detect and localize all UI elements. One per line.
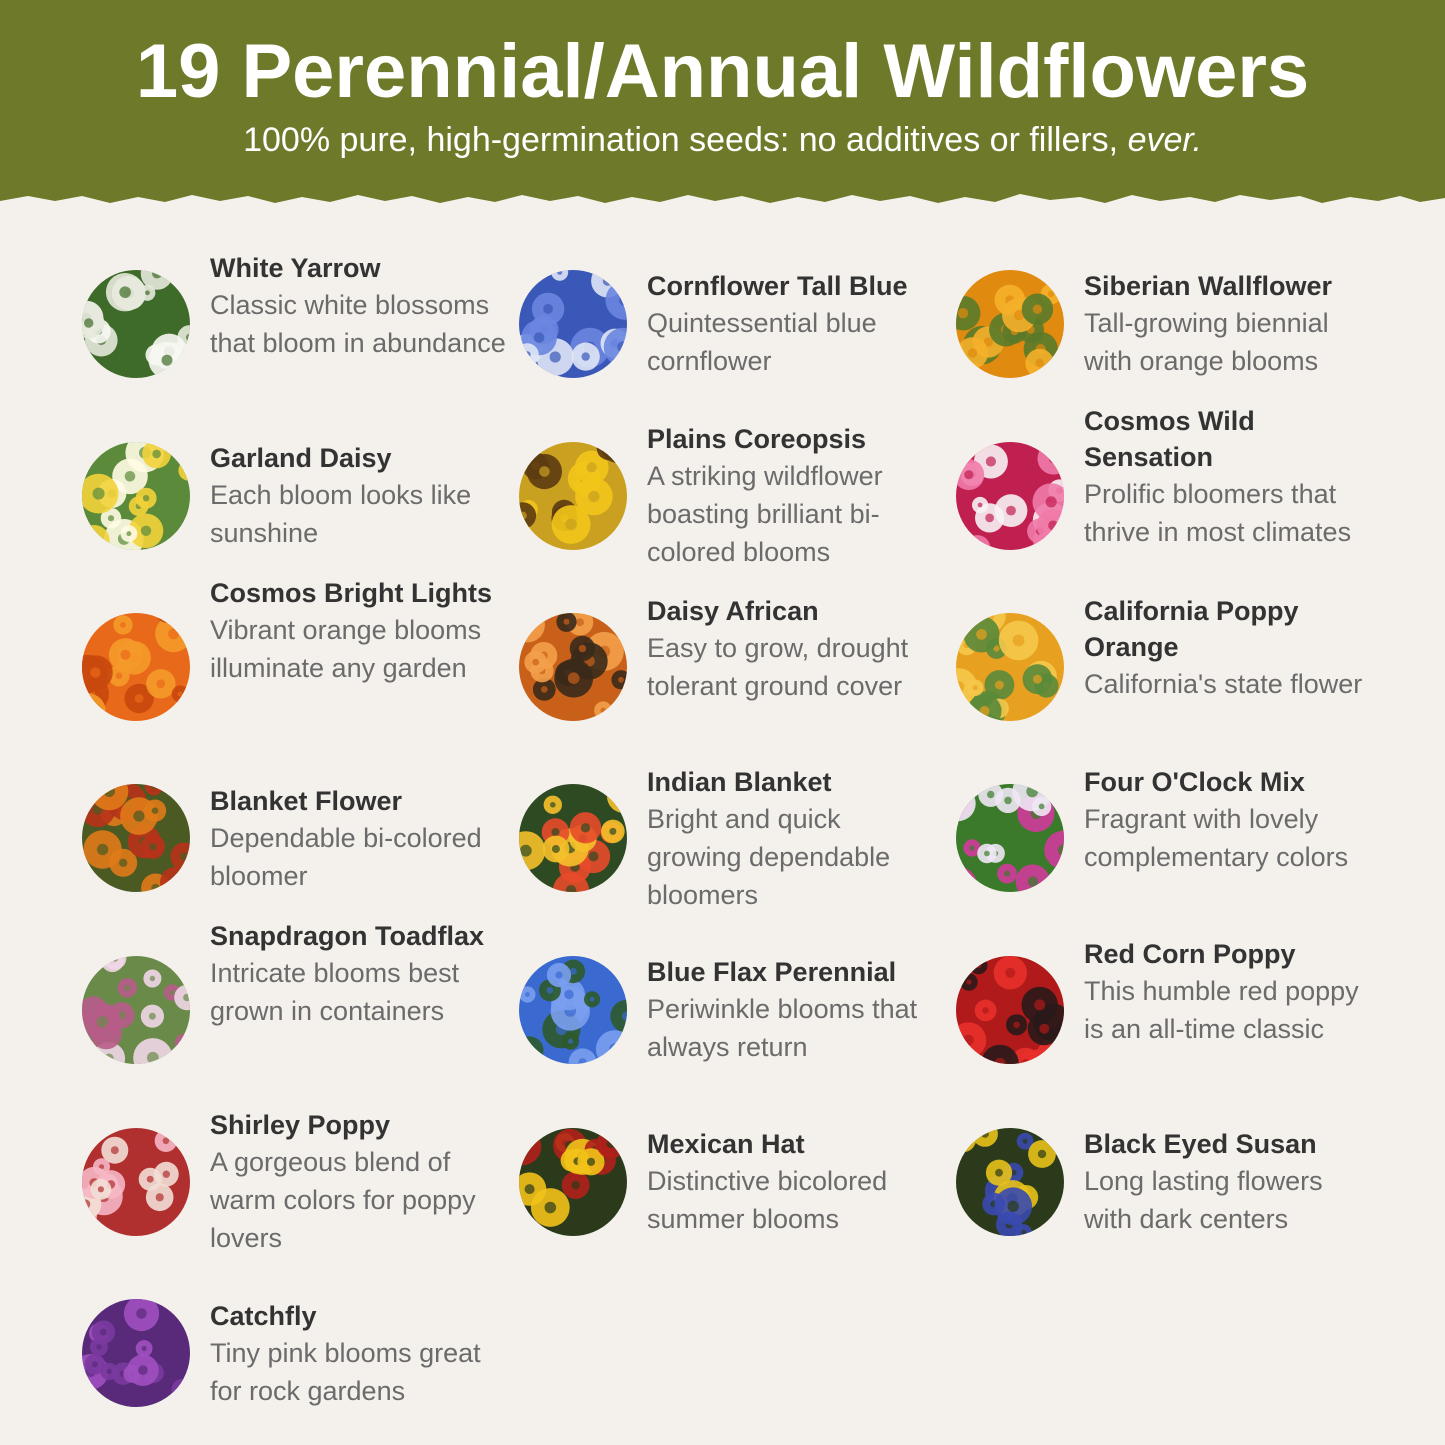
flower-description: Vibrant orange blooms illuminate any garden: [210, 615, 482, 683]
flower-description: Long lasting flowers with dark centers: [1084, 1166, 1323, 1234]
flower-description: Dependable bi-colored bloomer: [210, 823, 482, 891]
page-title: 19 Perennial/Annual Wildflowers: [135, 29, 1310, 114]
shirley-poppy-flower-photo: [82, 1128, 190, 1236]
siberian-wallflower-photo: [956, 270, 1064, 378]
flower-description: Intricate blooms best grown in containers: [210, 958, 460, 1026]
catchfly-flower-photo: [82, 1299, 190, 1407]
flower-text: [1084, 593, 1374, 703]
flower-text: [210, 440, 510, 552]
flower-description: Easy to grow, drought tolerant ground cover: [647, 633, 909, 701]
garland-daisy-flower-photo: [82, 442, 190, 550]
flower-description: This humble red poppy is an all-time classic: [1084, 976, 1359, 1044]
flower-text: [210, 1298, 510, 1410]
flower-text: [647, 421, 937, 571]
subtitle-emphasis: ever.: [1127, 121, 1202, 159]
flower-description: Tall-growing biennial with orange blooms: [1084, 308, 1329, 376]
flower-description: Bright and quick growing dependable bloomers: [647, 804, 891, 910]
flower-text: [1084, 403, 1374, 551]
flower-name: Cosmos Bright Lights: [210, 578, 492, 608]
african-daisy-flower-photo: [519, 613, 627, 721]
subtitle-text: 100% pure, high-germination seeds: no additives or fillers,: [243, 121, 1128, 159]
flower-description: Each bloom looks like sunshine: [210, 480, 472, 548]
flower-text: [210, 918, 510, 1030]
flower-name: California Poppy Orange: [1084, 596, 1299, 662]
cosmos-bright-lights-flower-photo: [82, 613, 190, 721]
flower-text: [210, 575, 510, 687]
flower-description: Classic white blossoms that bloom in abundance: [210, 290, 506, 358]
flower-name: Siberian Wallflower: [1084, 271, 1333, 301]
flower-text: [647, 268, 937, 380]
red-corn-poppy-flower-photo: [956, 956, 1064, 1064]
flower-description: A striking wildflower boasting brilliant bi-colored blooms: [647, 461, 883, 567]
flower-description: Distinctive bicolored summer blooms: [647, 1166, 888, 1234]
flower-name: Cosmos Wild Sensation: [1084, 406, 1255, 472]
flower-description: Tiny pink blooms great for rock gardens: [210, 1338, 481, 1406]
flower-text: [647, 593, 937, 705]
flower-text: [1084, 268, 1374, 380]
flower-description: Quintessential blue cornflower: [647, 308, 877, 376]
indian-blanket-flower-photo: [519, 784, 627, 892]
flower-name: Garland Daisy: [210, 443, 392, 473]
flower-name: Indian Blanket: [647, 767, 832, 797]
flower-name: Black Eyed Susan: [1084, 1129, 1317, 1159]
flower-text: [210, 250, 510, 362]
flower-text: [647, 1126, 937, 1238]
flower-name: Blanket Flower: [210, 786, 403, 816]
california-poppy-flower-photo: [956, 613, 1064, 721]
plains-coreopsis-flower-photo: [519, 442, 627, 550]
flower-name: Mexican Hat: [647, 1129, 805, 1159]
flower-text: [1084, 1126, 1374, 1238]
flower-text: [210, 783, 510, 895]
white-yarrow-flower-photo: [82, 270, 190, 378]
blanket-flower-photo: [82, 784, 190, 892]
flower-name: Cornflower Tall Blue: [647, 271, 908, 301]
flower-text: [1084, 936, 1374, 1048]
flower-text: [210, 1107, 510, 1257]
flower-name: Plains Coreopsis: [647, 424, 867, 454]
flower-name: Shirley Poppy: [210, 1110, 391, 1140]
cosmos-wild-sensation-flower-photo: [956, 442, 1064, 550]
flower-name: Catchfly: [210, 1301, 317, 1331]
black-eyed-susan-flower-photo: [956, 1128, 1064, 1236]
page-subtitle: [0, 118, 1445, 162]
flower-text: [647, 954, 937, 1066]
cornflower-flower-photo: [519, 270, 627, 378]
flower-description: A gorgeous blend of warm colors for poppy lovers: [210, 1147, 476, 1253]
mexican-hat-flower-photo: [519, 1128, 627, 1236]
blue-flax-flower-photo: [519, 956, 627, 1064]
flower-name: Snapdragon Toadflax: [210, 921, 485, 951]
flower-description: Periwinkle blooms that always return: [647, 994, 918, 1062]
header-banner: [0, 0, 1445, 215]
flower-name: Blue Flax Perennial: [647, 957, 897, 987]
flower-description: Prolific bloomers that thrive in most climates: [1084, 479, 1352, 547]
flower-name: Daisy African: [647, 596, 819, 626]
flower-name: Red Corn Poppy: [1084, 939, 1296, 969]
flower-description: Fragrant with lovely complementary colors: [1084, 804, 1349, 872]
flower-name: Four O'Clock Mix: [1084, 767, 1305, 797]
snapdragon-toadflax-flower-photo: [82, 956, 190, 1064]
four-oclock-flower-photo: [956, 784, 1064, 892]
flower-description: California's state flower: [1084, 669, 1363, 699]
flower-text: [647, 764, 937, 914]
flower-name: White Yarrow: [210, 253, 381, 283]
flower-text: [1084, 764, 1374, 876]
